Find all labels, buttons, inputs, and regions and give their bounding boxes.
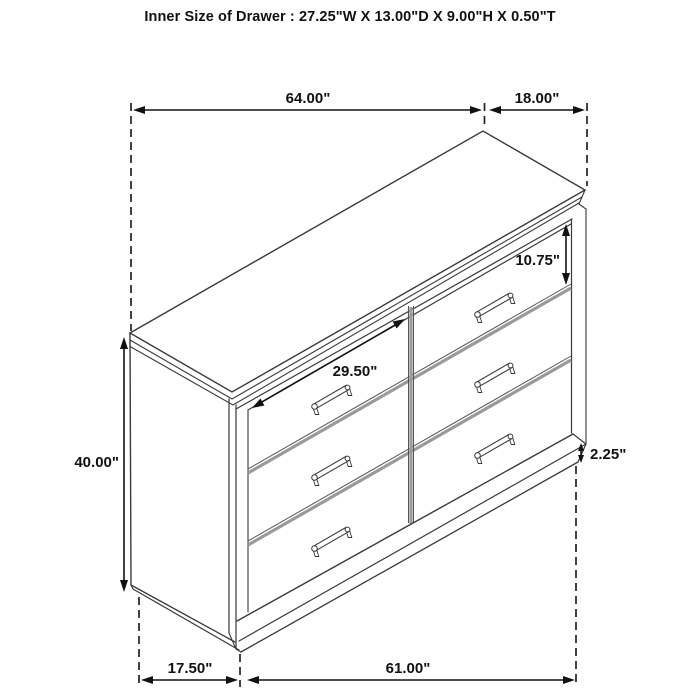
dim-label-drawer-width: 29.50" <box>332 363 378 380</box>
dim-label-top-depth: 18.00" <box>514 90 560 107</box>
dimension-annotations <box>74 90 626 687</box>
dimension-overall-height <box>74 337 128 592</box>
drawer-handle <box>312 385 352 414</box>
dim-label-drawer-height: 10.75" <box>515 252 560 269</box>
dimension-base-width <box>247 660 575 684</box>
dimension-base-depth <box>141 660 238 684</box>
dimension-top-depth <box>489 90 585 114</box>
dim-label-base-width: 61.00" <box>385 660 431 677</box>
drawer-handle <box>312 456 352 485</box>
dim-label-overall-height: 40.00" <box>74 454 119 471</box>
dresser-drawing <box>130 131 586 652</box>
dresser-top <box>130 131 586 444</box>
drawer-handle <box>475 363 515 392</box>
page-title: Inner Size of Drawer : 27.25"W X 13.00"D X 9.00"H X 0.50"T <box>144 9 556 25</box>
dim-label-base-depth: 17.50" <box>167 660 213 677</box>
dim-label-base-height: 2.25" <box>590 446 627 463</box>
drawer-handle <box>475 434 515 463</box>
dimension-top-width <box>133 90 482 114</box>
dimension-drawer-height <box>515 224 570 285</box>
dresser-front-face <box>236 219 573 621</box>
drawer-handle <box>312 527 352 556</box>
drawer-handle <box>475 293 515 322</box>
extension-lines <box>131 103 587 687</box>
dim-label-top-width: 64.00" <box>285 90 331 107</box>
dresser-left-side <box>130 333 239 650</box>
